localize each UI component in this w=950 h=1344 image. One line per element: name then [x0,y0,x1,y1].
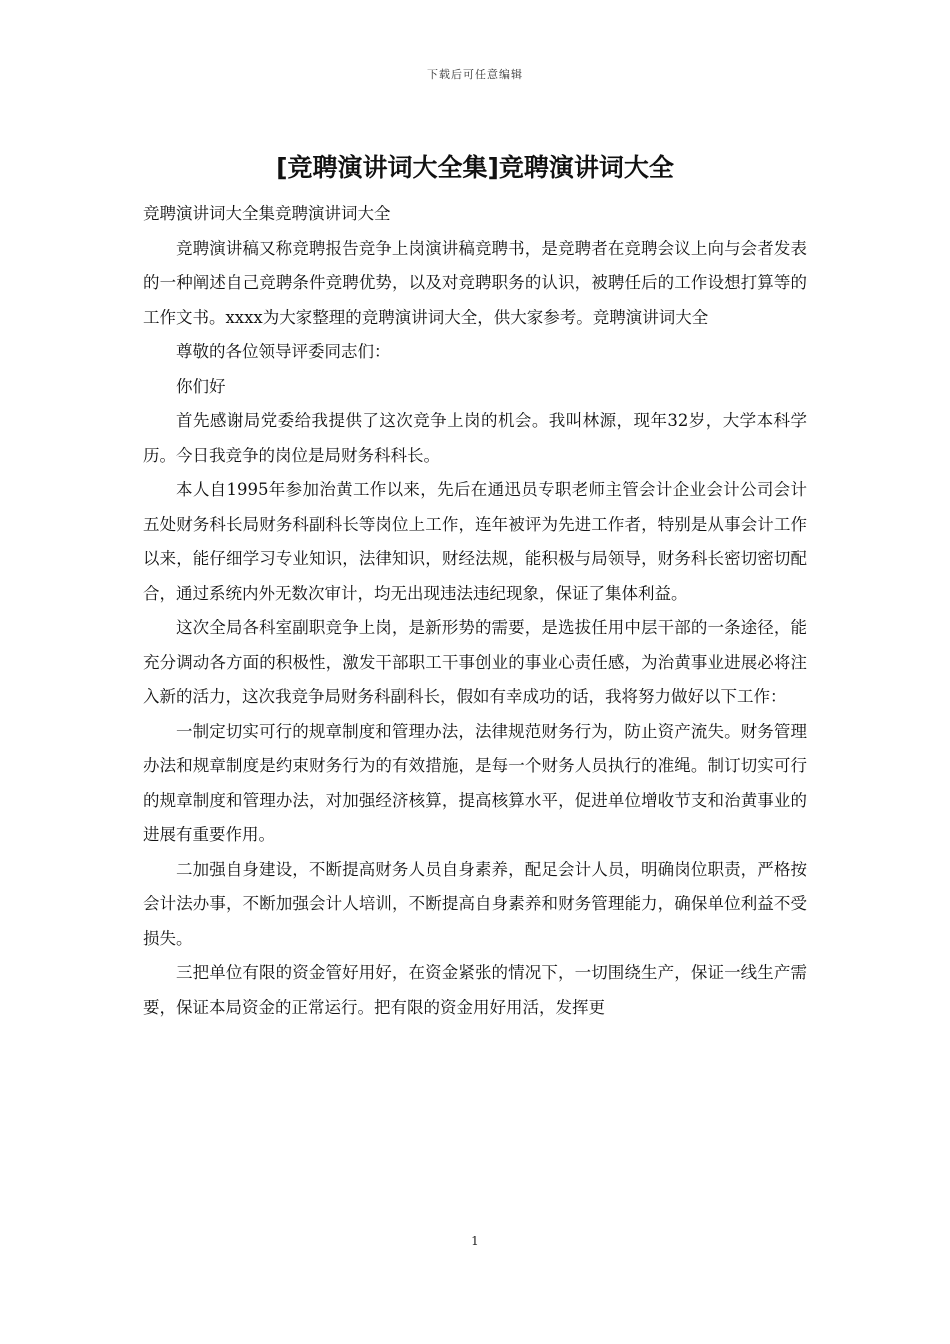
body-paragraph: 本人自1995年参加治黄工作以来，先后在通迅员专职老师主管会计企业会计公司会计五处财务科长局财务科副科长等岗位上工作，连年被评为先进工作者，特别是从事会计工作以来，能仔细学习专业知识，法律知识，财经法规，能积极与局领导，财务科长密切密切配合，通过系统内外无数次审计，均无出现违法违纪现象，保证了集体利益。 [143,480,807,603]
body-paragraph: 这次全局各科室副职竞争上岗，是新形势的需要，是选拔任用中层干部的一条途径，能充分调动各方面的积极性，激发干部职工干事创业的事业心责任感，为治黄事业进展必将注入新的活力，这次我竞争局财务科副科长，假如有幸成功的话，我将努力做好以下工作： [143,618,807,706]
page-number: 1 [471,1234,479,1248]
body-paragraph: 二加强自身建设，不断提高财务人员自身素养，配足会计人员，明确岗位职责，严格按会计法办事，不断加强会计人培训，不断提高自身素养和财务管理能力，确保单位利益不受损失。 [143,859,807,948]
subtitle-paragraph: 竞聘演讲词大全集竞聘演讲词大全 [143,204,391,223]
body-paragraph: 首先感谢局党委给我提供了这次竞争上岗的机会。我叫林源，现年32岁，大学本科学历。今日我竞争的岗位是局财务科科长。 [143,411,807,465]
body-paragraph: 一制定切实可行的规章制度和管理办法，法律规范财务行为，防止资产流失。财务管理办法和规章制度是约束财务行为的有效措施，是每一个财务人员执行的准绳。制订切实可行的规章制度和管理办法，对加强经济核算，提高核算水平，促进单位增收节支和治黄事业的进展有重要作用。 [143,721,807,844]
body-paragraph: 三把单位有限的资金管好用好，在资金紧张的情况下，一切围绕生产，保证一线生产需要，保证本局资金的正常运行。把有限的资金用好用活，发挥更 [143,963,807,1017]
document-title: [竞聘演讲词大全集]竞聘演讲词大全 [276,153,674,182]
header-note: 下载后可任意编辑 [427,68,523,81]
intro-paragraph: 竞聘演讲稿又称竞聘报告竞争上岗演讲稿竞聘书，是竞聘者在竞聘会议上向与会者发表的一种阐述自己竞聘条件竞聘优势，以及对竞聘职务的认识，被聘任后的工作设想打算等的工作文书。xxxx为大家整理的竞聘演讲词大全，供大家参考。竞聘演讲词大全 [143,238,807,327]
document-body [143,197,807,1025]
greeting-paragraph: 你们好 [176,376,226,396]
salutation-paragraph: 尊敬的各位领导评委同志们： [176,342,391,361]
